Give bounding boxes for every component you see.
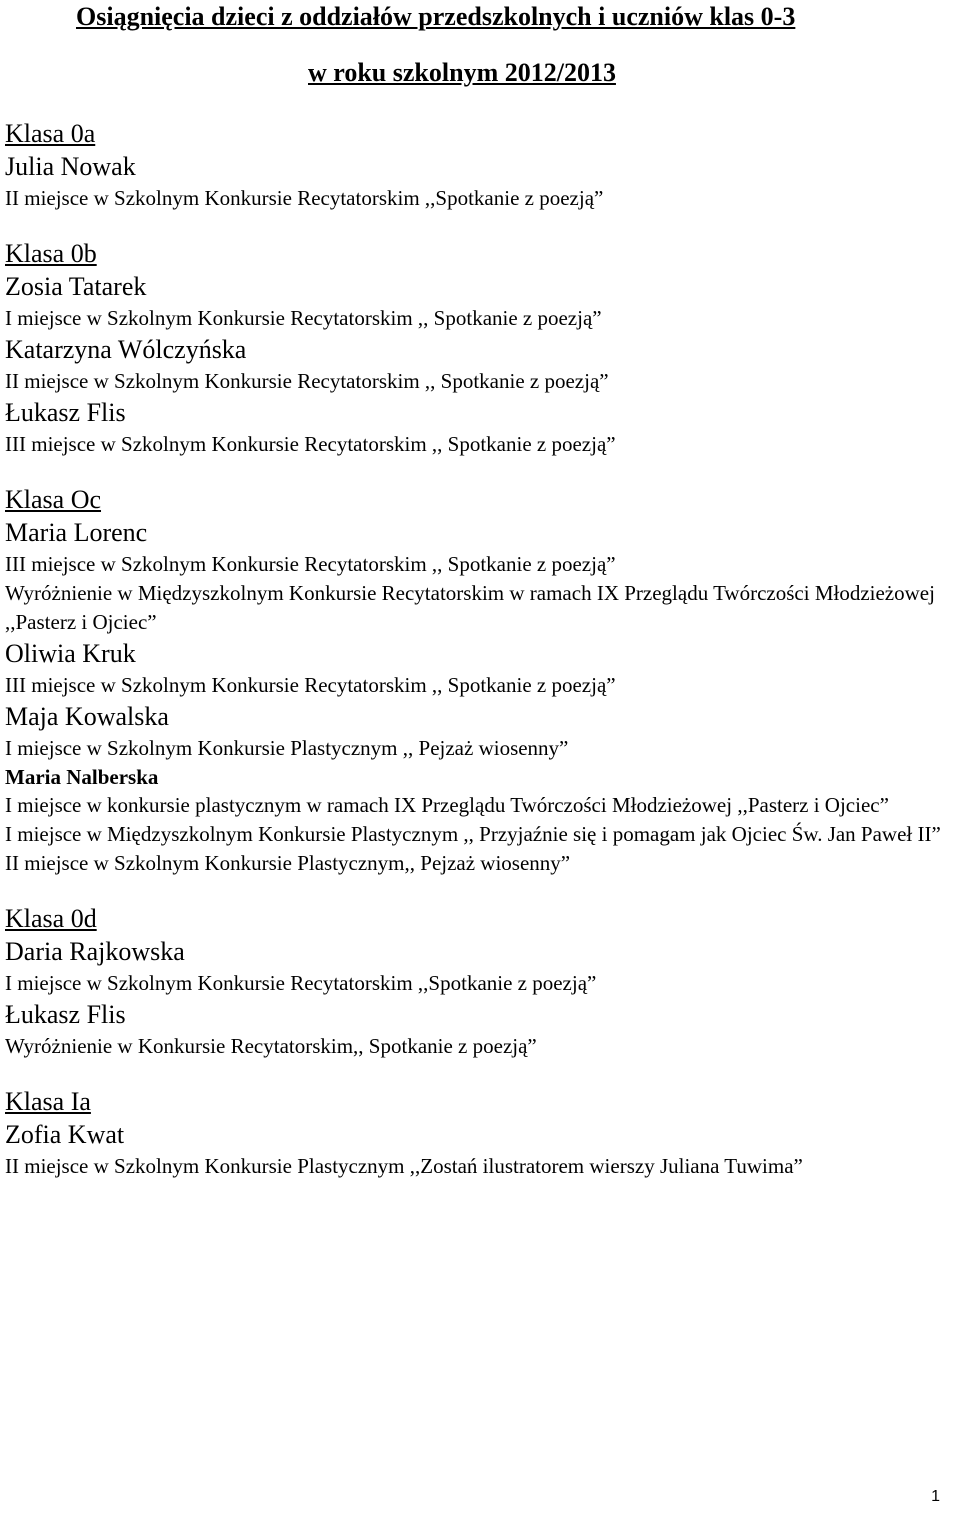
document-body [5, 118, 957, 1181]
class-section [5, 1086, 957, 1181]
achievement: III miejsce w Szkolnym Konkursie Recytatorskim ,, Spotkanie z poezją” [5, 673, 616, 697]
pupil-name: Zosia Tatarek [5, 272, 147, 301]
pupil-name: Daria Rajkowska [5, 937, 185, 966]
page-number: 1 [931, 1488, 940, 1505]
achievement: I miejsce w Szkolnym Konkursie Recytatorskim ,, Spotkanie z poezją” [5, 306, 602, 330]
pupil-name: Oliwia Kruk [5, 639, 136, 668]
achievement: Wyróżnienie w Międzyszkolnym Konkursie Recytatorskim w ramach IX Przeglądu Twórczości Młodzieżowej ,,Pasterz i Ojciec” [5, 581, 935, 634]
class-heading: Klasa Ia [5, 1087, 91, 1116]
class-section [5, 903, 957, 1061]
achievement: I miejsce w Międzyszkolnym Konkursie Plastycznym ,, Przyjaźnie się i pomagam jak Ojciec Św. Jan Paweł II” [5, 822, 941, 846]
achievement: II miejsce w Szkolnym Konkursie Plastycznym,, Pejzaż wiosenny” [5, 851, 571, 875]
class-heading: Klasa 0d [5, 904, 97, 933]
achievement: III miejsce w Szkolnym Konkursie Recytatorskim ,, Spotkanie z poezją” [5, 552, 616, 576]
class-section [5, 118, 957, 213]
achievement: II miejsce w Szkolnym Konkursie Recytatorskim ,,Spotkanie z poezją” [5, 186, 604, 210]
pupil-name: Maria Lorenc [5, 518, 148, 547]
pupil-name: Maria Nalberska [5, 765, 159, 789]
achievement: I miejsce w konkursie plastycznym w ramach IX Przeglądu Twórczości Młodzieżowej ,,Pasterz i Ojciec” [5, 793, 889, 817]
class-section [5, 238, 957, 459]
achievement: I miejsce w Szkolnym Konkursie Plastycznym ,, Pejzaż wiosenny” [5, 736, 569, 760]
pupil-name: Zofia Kwat [5, 1120, 125, 1149]
pupil-name: Katarzyna Wólczyńska [5, 335, 247, 364]
pupil-name: Łukasz Flis [5, 398, 126, 427]
document-title: Osiągnięcia dzieci z oddziałów przedszkolnych i uczniów klas 0-3 [76, 2, 796, 31]
document-subtitle: w roku szkolnym 2012/2013 [308, 58, 616, 87]
achievement: I miejsce w Szkolnym Konkursie Recytatorskim ,,Spotkanie z poezją” [5, 971, 597, 995]
achievement: III miejsce w Szkolnym Konkursie Recytatorskim ,, Spotkanie z poezją” [5, 432, 616, 456]
achievement: Wyróżnienie w Konkursie Recytatorskim,, Spotkanie z poezją” [5, 1034, 537, 1058]
class-heading: Klasa Oc [5, 485, 102, 514]
class-section [5, 484, 957, 878]
pupil-name: Łukasz Flis [5, 1000, 126, 1029]
class-heading: Klasa 0a [5, 119, 96, 148]
pupil-name: Julia Nowak [5, 152, 136, 181]
achievement: II miejsce w Szkolnym Konkursie Recytatorskim ,, Spotkanie z poezją” [5, 369, 609, 393]
achievement: II miejsce w Szkolnym Konkursie Plastycznym ,,Zostań ilustratorem wierszy Juliana Tuwima” [5, 1154, 803, 1178]
class-heading: Klasa 0b [5, 239, 97, 268]
pupil-name: Maja Kowalska [5, 702, 169, 731]
